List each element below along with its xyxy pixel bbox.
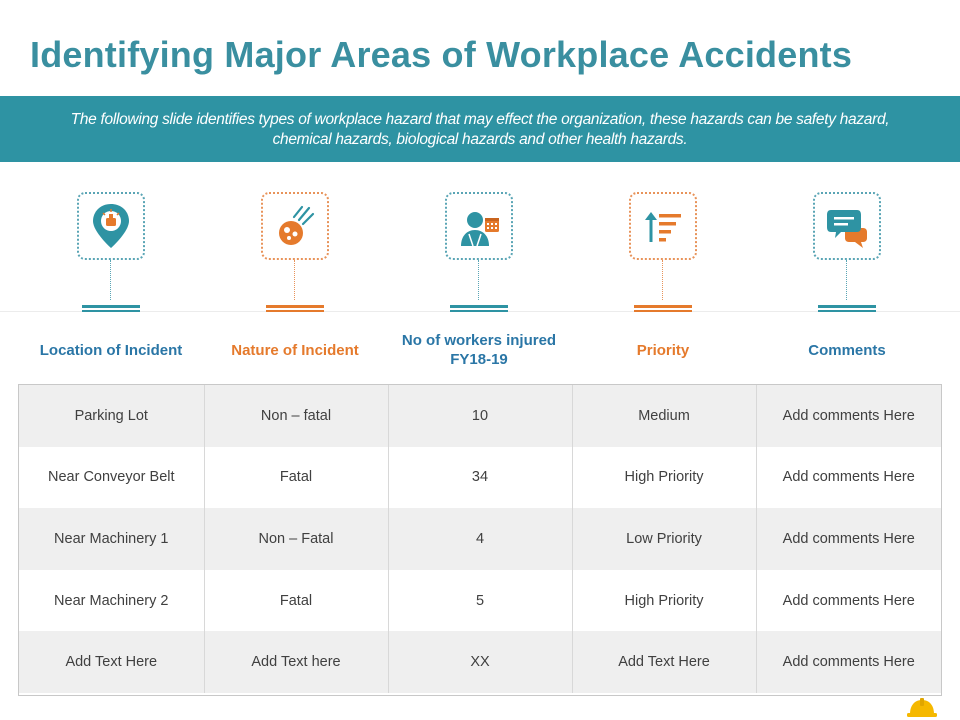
table-cell: Add comments Here: [756, 385, 941, 447]
table-row: [19, 447, 941, 509]
subtitle-banner: [0, 96, 960, 162]
hard-hat-icon: [907, 696, 937, 718]
header-priority: Priority: [636, 341, 690, 359]
worker-calendar-icon: [445, 192, 513, 260]
table-cell: Add comments Here: [756, 631, 941, 693]
header-location: Location of Incident: [39, 341, 183, 359]
priority-sort-icon: [629, 192, 697, 260]
table-cell: Near Conveyor Belt: [19, 447, 204, 509]
table-cell: 5: [388, 570, 572, 632]
column-header-location: [19, 188, 203, 378]
column-header-comments: [755, 188, 939, 378]
subtitle-text: The following slide identifies types of workplace hazard that may effect the organization, these hazards can be safety hazard, chemical hazards, biological hazards and other health hazards.: [70, 111, 890, 148]
incident-table: [18, 384, 942, 696]
table-cell: Fatal: [204, 570, 388, 632]
location-pin-icon: [77, 192, 145, 260]
table-cell: Near Machinery 1: [19, 508, 204, 570]
meteor-icon: [261, 192, 329, 260]
connector-line: [294, 260, 295, 300]
connector-line: [846, 260, 847, 300]
accent-bar: [818, 310, 876, 312]
accent-bar: [634, 305, 692, 308]
column-header-priority: [571, 188, 755, 378]
accent-bar: [634, 310, 692, 312]
header-nature: Nature of Incident: [231, 341, 359, 359]
accent-bar: [82, 305, 140, 308]
column-header-nature: [203, 188, 387, 378]
accent-bar: [266, 310, 324, 312]
accent-bar: [82, 310, 140, 312]
table-cell: Add comments Here: [756, 570, 941, 632]
table-cell: Non – fatal: [204, 385, 388, 447]
slide-title: Identifying Major Areas of Workplace Accidents: [30, 34, 853, 75]
accent-bar: [450, 305, 508, 308]
table-cell: 10: [388, 385, 572, 447]
table-cell: Add comments Here: [756, 508, 941, 570]
table-row: [19, 570, 941, 632]
table-cell: Add Text Here: [19, 631, 204, 693]
column-header-workers: [387, 188, 571, 378]
connector-line: [662, 260, 663, 300]
table-cell: XX: [388, 631, 572, 693]
table-cell: Add comments Here: [756, 447, 941, 509]
chat-bubbles-icon: [813, 192, 881, 260]
connector-line: [110, 260, 111, 300]
table-row: [19, 631, 941, 693]
table-cell: High Priority: [572, 570, 756, 632]
table-cell: Low Priority: [572, 508, 756, 570]
accent-bar: [818, 305, 876, 308]
table-cell: Add Text Here: [572, 631, 756, 693]
table-cell: 34: [388, 447, 572, 509]
table-cell: Non – Fatal: [204, 508, 388, 570]
header-workers: No of workers injured FY18-19: [401, 332, 557, 368]
header-comments: Comments: [808, 341, 886, 359]
table-row: [19, 385, 941, 447]
table-cell: High Priority: [572, 447, 756, 509]
table-row: [19, 508, 941, 570]
table-cell: Fatal: [204, 447, 388, 509]
table-cell: Near Machinery 2: [19, 570, 204, 632]
table-cell: 4: [388, 508, 572, 570]
connector-line: [478, 260, 479, 300]
table-cell: Medium: [572, 385, 756, 447]
table-cell: Add Text here: [204, 631, 388, 693]
accent-bar: [450, 310, 508, 312]
accent-bar: [266, 305, 324, 308]
table-cell: Parking Lot: [19, 385, 204, 447]
